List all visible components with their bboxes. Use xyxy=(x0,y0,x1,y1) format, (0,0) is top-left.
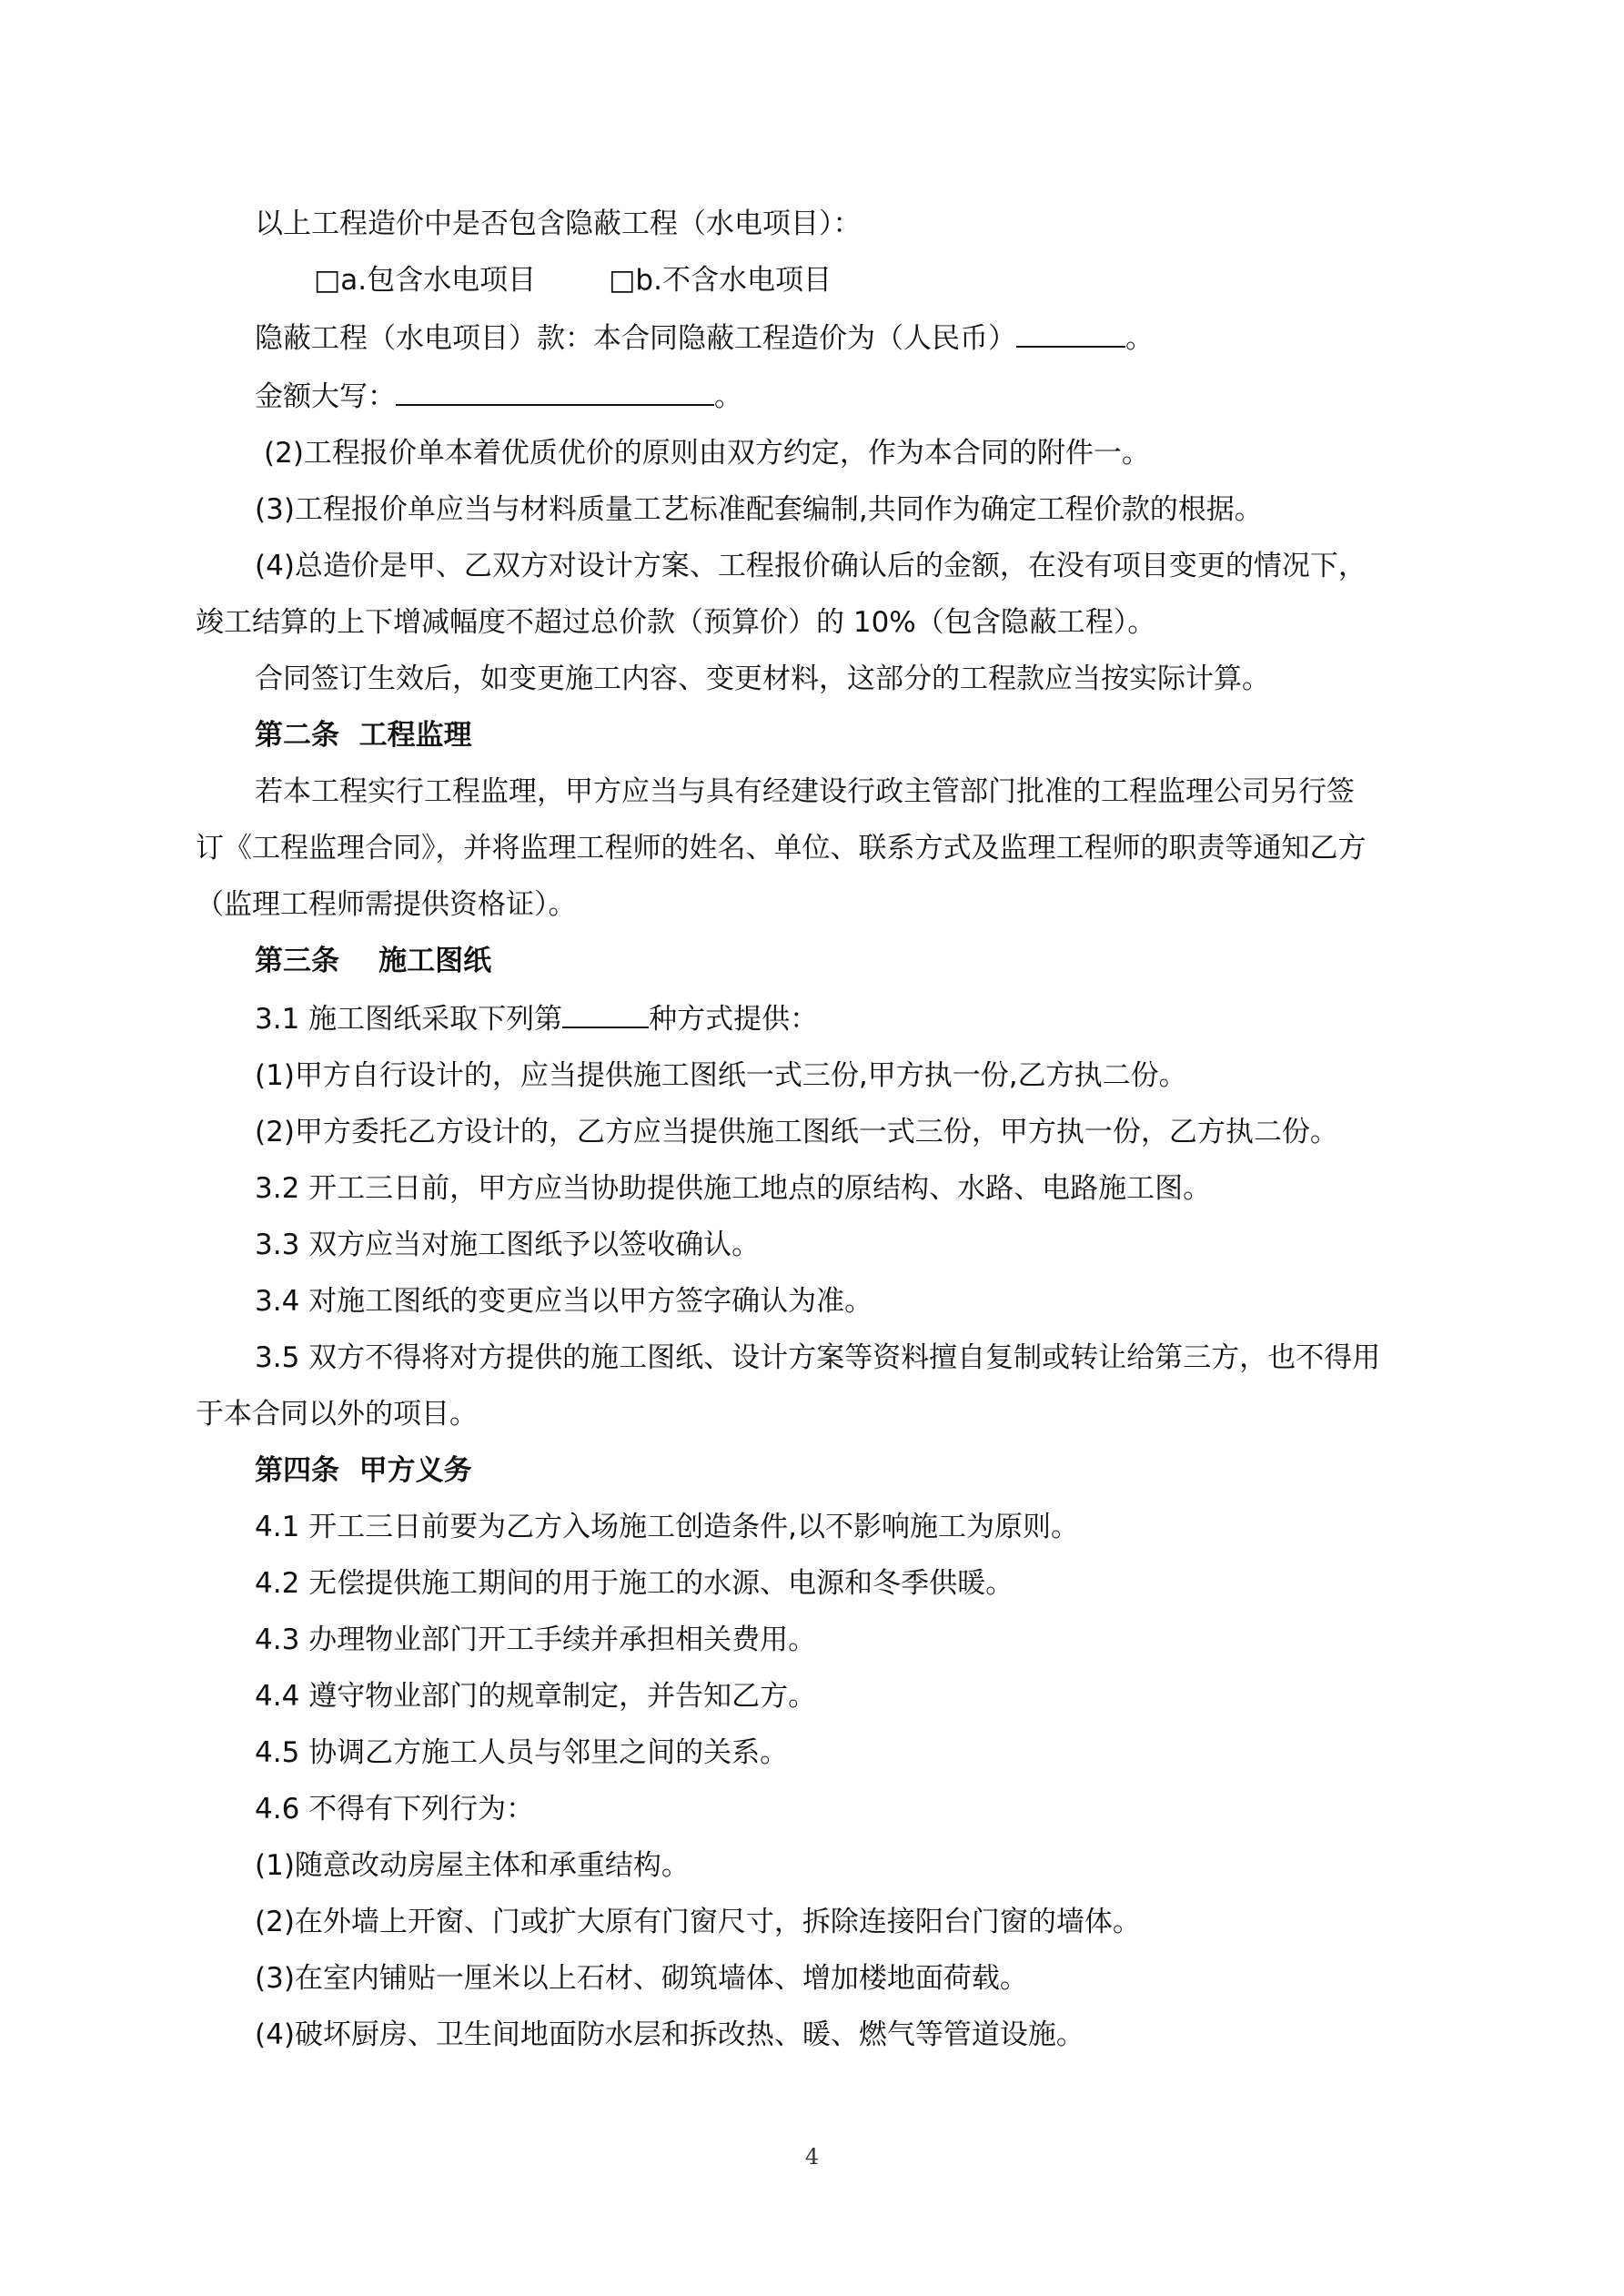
clause-3-5-a xyxy=(196,1340,1447,1376)
heading-text: 第二条 工程监理 xyxy=(255,719,472,752)
paragraph-text: (3)工程报价单应当与材料质量工艺标准配套编制,共同作为确定工程价款的根据。 xyxy=(255,493,1263,526)
amount-in-words-blank[interactable] xyxy=(396,377,714,406)
paragraph-text: (3)在室内铺贴一厘米以上石材、砌筑墙体、增加楼地面荷载。 xyxy=(255,1962,1028,1995)
heading-text: 第四条 甲方义务 xyxy=(255,1454,472,1487)
clause-4-5 xyxy=(196,1735,1447,1771)
paragraph-text: 4.5 协调乙方施工人员与邻里之间的关系。 xyxy=(255,1736,789,1769)
hidden-works-question xyxy=(196,206,1447,242)
paragraph-text: 。 xyxy=(714,380,742,413)
clause-quote-sheet xyxy=(196,435,1447,471)
heading-article-2 xyxy=(196,717,1447,754)
option-exclude-utilities[interactable]: □b.不含水电项目 xyxy=(609,264,832,297)
paragraph-text: 3.3 双方应当对施工图纸予以签收确认。 xyxy=(255,1229,761,1261)
clause-4-6-2 xyxy=(196,1904,1447,1940)
paragraph-text: 隐蔽工程（水电项目）款：本合同隐蔽工程造价为（人民币） xyxy=(255,322,1016,355)
paragraph-text: 4.1 开工三日前要为乙方入场施工创造条件,以不影响施工为原则。 xyxy=(255,1511,1080,1543)
clause-3-2 xyxy=(196,1170,1447,1207)
hidden-works-price-blank[interactable] xyxy=(1016,319,1125,348)
clause-4-2 xyxy=(196,1565,1447,1602)
clause-4-6-3 xyxy=(196,1960,1447,1997)
paragraph-text: (4)破坏厨房、卫生间地面防水层和拆改热、暖、燃气等管道设施。 xyxy=(255,2018,1084,2051)
paragraph-text: 4.6 不得有下列行为： xyxy=(255,1793,535,1826)
amount-in-words-line xyxy=(196,377,1447,415)
clause-4-3 xyxy=(196,1622,1447,1658)
heading-article-3 xyxy=(196,943,1447,979)
paragraph-text: (1)甲方自行设计的，应当提供施工图纸一式三份,甲方执一份,乙方执二份。 xyxy=(255,1059,1187,1092)
paragraph-text: 订《工程监理合同》，并将监理工程师的姓名、单位、联系方式及监理工程师的职责等通知乙方 xyxy=(196,832,1367,865)
paragraph-text: 3.1 施工图纸采取下列第 xyxy=(255,1003,563,1036)
clause-supervision-3 xyxy=(196,886,1447,923)
clause-3-1 xyxy=(196,999,1447,1037)
paragraph-text: 于本合同以外的项目。 xyxy=(196,1398,478,1431)
heading-article-4 xyxy=(196,1452,1447,1489)
clause-quote-standards xyxy=(196,491,1447,528)
drawing-method-blank[interactable] xyxy=(562,999,649,1028)
paragraph-text: 4.3 办理物业部门开工手续并承担相关费用。 xyxy=(255,1623,817,1656)
clause-4-4 xyxy=(196,1678,1447,1714)
page-number: 4 xyxy=(804,2144,820,2170)
paragraph-text: (2)甲方委托乙方设计的，乙方应当提供施工图纸一式三份，甲方执一份，乙方执二份。 xyxy=(255,1116,1338,1148)
hidden-works-options xyxy=(196,262,1447,298)
paragraph-text: 。 xyxy=(1125,322,1154,355)
paragraph-text: 3.4 对施工图纸的变更应当以甲方签字确认为准。 xyxy=(255,1285,873,1318)
clause-4-6-1 xyxy=(196,1847,1447,1884)
paragraph-text: (1)随意改动房屋主体和承重结构。 xyxy=(255,1849,690,1882)
paragraph-text: （监理工程师需提供资格证）。 xyxy=(196,888,577,921)
paragraph-text: 以上工程造价中是否包含隐蔽工程（水电项目）： xyxy=(255,207,862,240)
paragraph-text: 合同签订生效后，如变更施工内容、变更材料，这部分的工程款应当按实际计算。 xyxy=(255,663,1270,695)
paragraph-text: 4.2 无偿提供施工期间的用于施工的水源、电源和冬季供暖。 xyxy=(255,1567,1014,1600)
clause-total-price-2 xyxy=(196,604,1447,641)
paragraph-text: (2)工程报价单本着优质优价的原则由双方约定，作为本合同的附件一。 xyxy=(264,437,1150,470)
clause-3-1-option-2 xyxy=(196,1114,1447,1150)
paragraph-text: 金额大写： xyxy=(255,380,396,413)
clause-3-1-option-1 xyxy=(196,1057,1447,1094)
paragraph-text: (2)在外墙上开窗、门或扩大原有门窗尺寸，拆除连接阳台门窗的墙体。 xyxy=(255,1906,1141,1938)
hidden-works-price-line xyxy=(196,319,1447,357)
clause-changes xyxy=(196,661,1447,697)
option-include-utilities[interactable]: □a.包含水电项目 xyxy=(314,264,537,297)
clause-4-6-4 xyxy=(196,2017,1447,2053)
paragraph-text: 4.4 遵守物业部门的规章制定，并告知乙方。 xyxy=(255,1680,817,1713)
clause-4-1 xyxy=(196,1509,1447,1545)
clause-supervision-2 xyxy=(196,830,1447,866)
clause-4-6 xyxy=(196,1791,1447,1827)
paragraph-text: 竣工结算的上下增减幅度不超过总价款（预算价）的 10%（包含隐蔽工程）。 xyxy=(196,606,1156,639)
clause-3-5-b xyxy=(196,1396,1447,1432)
clause-supervision-1 xyxy=(196,774,1447,810)
clause-total-price-1 xyxy=(196,548,1447,584)
paragraph-text: 3.5 双方不得将对方提供的施工图纸、设计方案等资料擅自复制或转让给第三方，也不得用 xyxy=(255,1341,1381,1374)
paragraph-text: 若本工程实行工程监理，甲方应当与具有经建设行政主管部门批准的工程监理公司另行签 xyxy=(255,775,1355,808)
paragraph-text: 种方式提供： xyxy=(649,1003,819,1036)
paragraph-text: (4)总造价是甲、乙双方对设计方案、工程报价确认后的金额，在没有项目变更的情况下， xyxy=(255,550,1367,582)
clause-3-4 xyxy=(196,1283,1447,1320)
contract-body xyxy=(196,206,1447,2073)
heading-text: 第三条 施工图纸 xyxy=(255,945,492,977)
paragraph-text: 3.2 开工三日前，甲方应当协助提供施工地点的原结构、水路、电路施工图。 xyxy=(255,1172,1212,1205)
clause-3-3 xyxy=(196,1227,1447,1263)
